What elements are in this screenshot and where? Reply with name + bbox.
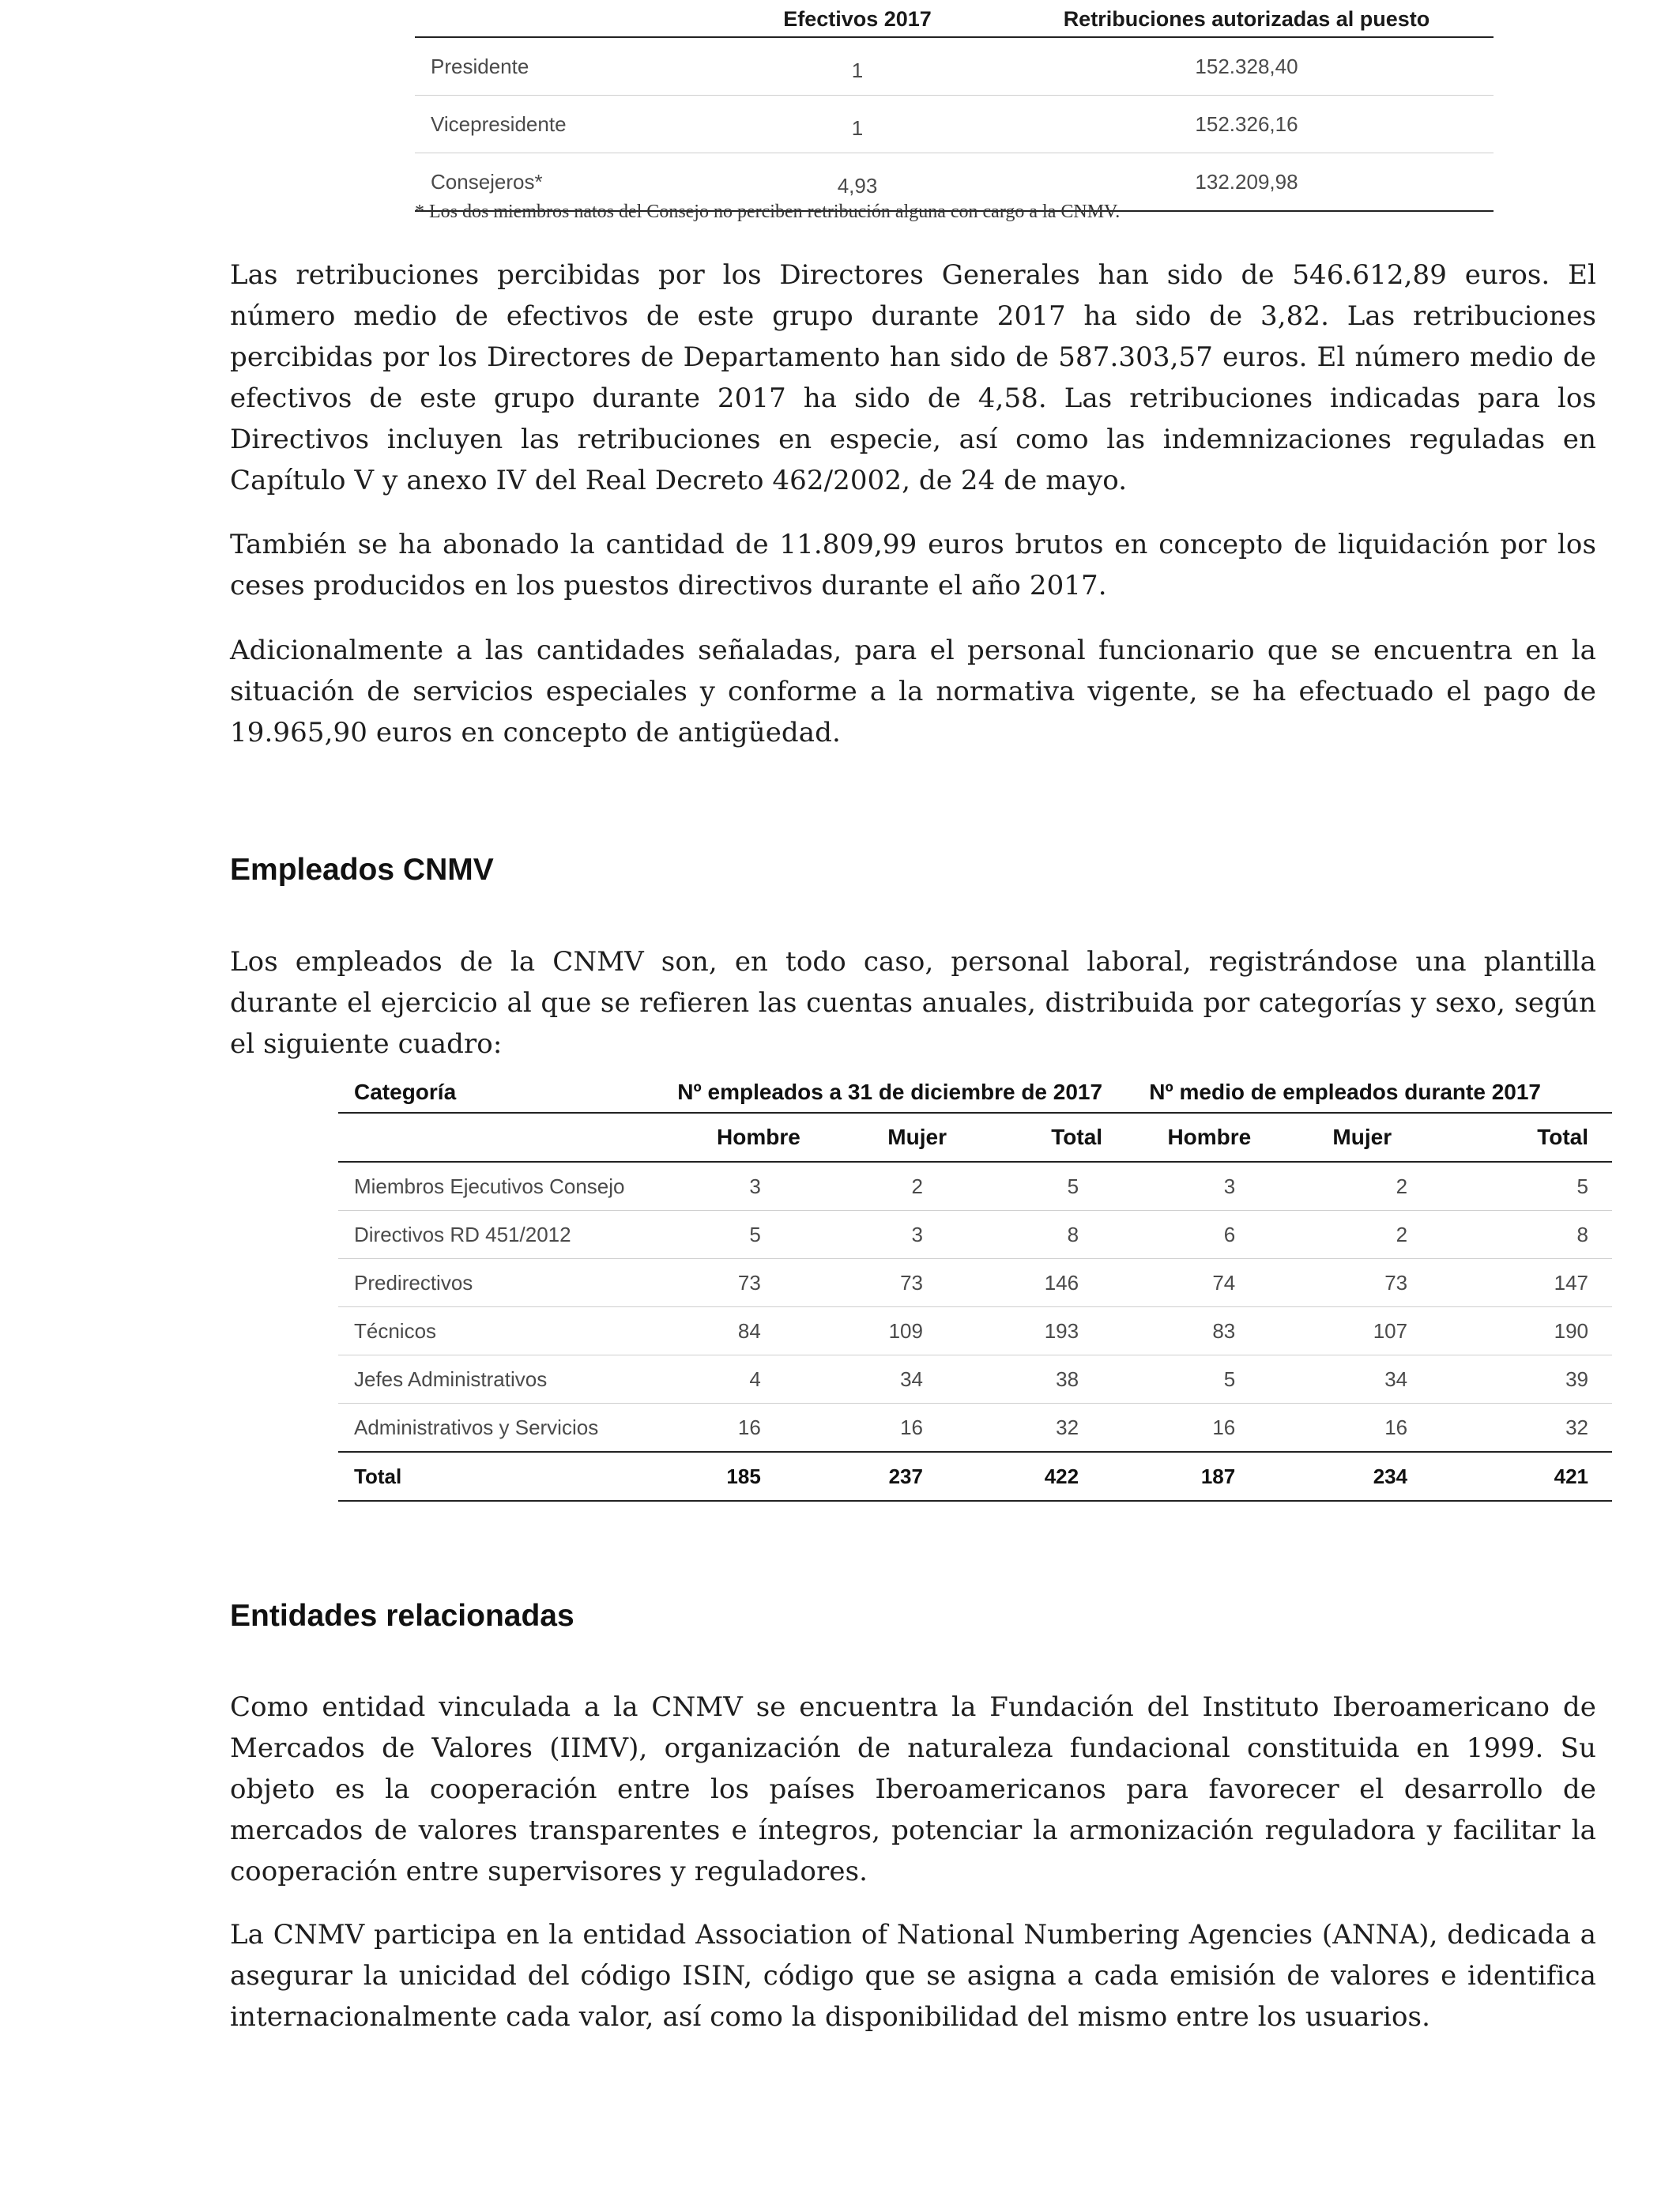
header-total: Total	[955, 1113, 1110, 1162]
row-value: 107	[1267, 1307, 1439, 1355]
row-value: 5	[1110, 1355, 1267, 1404]
paragraph-anna: La CNMV participa en la entidad Association of National Numbering Agencies (ANNA), dedicada a asegurar la unicidad del código ISIN, código que se asigna a cada emisión de valores e identifica internacionalmente cada valor, así como la disponibilidad del mismo entre los usuarios.	[230, 1919, 1596, 2033]
empleados-table	[338, 1072, 1612, 1502]
row-value: 32	[955, 1404, 1110, 1453]
row-value: 3	[1110, 1162, 1267, 1211]
header-blank	[338, 1113, 673, 1162]
row-label: Administrativos y Servicios	[338, 1404, 673, 1453]
total-value: 237	[800, 1452, 955, 1501]
row-retribuciones: 132.209,98	[1000, 153, 1494, 212]
row-value: 32	[1439, 1404, 1612, 1453]
empleados-sub-header-row	[338, 1113, 1612, 1162]
row-value: 16	[1110, 1404, 1267, 1453]
table-row	[338, 1355, 1612, 1404]
header-empleados-31-diciembre: Nº empleados a 31 de diciembre de 2017	[673, 1072, 1110, 1113]
row-value: 34	[800, 1355, 955, 1404]
row-value: 109	[800, 1307, 955, 1355]
row-label: Vicepresidente	[415, 96, 715, 153]
row-value: 2	[1267, 1162, 1439, 1211]
header-categoria: Categoría	[338, 1072, 673, 1113]
row-efectivos: 1	[715, 96, 1000, 153]
row-value: 146	[955, 1259, 1110, 1307]
table-row	[415, 37, 1494, 96]
retribuciones-table	[415, 2, 1494, 212]
row-retribuciones: 152.326,16	[1000, 96, 1494, 153]
total-label: Total	[338, 1452, 673, 1501]
row-value: 3	[673, 1162, 800, 1211]
heading-entidades-relacionadas: Entidades relacionadas	[230, 1599, 574, 1633]
row-efectivos: 4,93	[715, 153, 1000, 212]
row-value: 16	[673, 1404, 800, 1453]
row-label: Miembros Ejecutivos Consejo	[338, 1162, 673, 1211]
row-label: Predirectivos	[338, 1259, 673, 1307]
table-row	[338, 1404, 1612, 1453]
table-row	[338, 1259, 1612, 1307]
row-value: 8	[1439, 1211, 1612, 1259]
row-value: 4	[673, 1355, 800, 1404]
empleados-table-body	[338, 1162, 1612, 1501]
row-value: 8	[955, 1211, 1110, 1259]
row-value: 34	[1267, 1355, 1439, 1404]
table-row	[338, 1307, 1612, 1355]
row-label: Técnicos	[338, 1307, 673, 1355]
heading-empleados-cnmv: Empleados CNMV	[230, 853, 494, 887]
row-value: 73	[1267, 1259, 1439, 1307]
total-value: 187	[1110, 1452, 1267, 1501]
retribuciones-header-row	[415, 2, 1494, 37]
paragraph-iimv: Como entidad vinculada a la CNMV se encuentra la Fundación del Instituto Iberoamericano de Mercados de Valores (IIMV), organización de naturaleza fundacional constituida en 1999. Su objeto es la cooperación entre los países Iberoamericanos para favorecer el desarrollo de mercados de valores transparentes e íntegros, potenciar la armonización reguladora y facilitar la cooperación entre supervisores y reguladores.	[230, 1691, 1596, 1887]
retribuciones-header-blank	[415, 2, 715, 37]
row-label: Consejeros*	[415, 153, 715, 212]
row-value: 6	[1110, 1211, 1267, 1259]
row-value: 84	[673, 1307, 800, 1355]
row-value: 193	[955, 1307, 1110, 1355]
total-value: 234	[1267, 1452, 1439, 1501]
total-row	[338, 1452, 1612, 1501]
table-row	[338, 1211, 1612, 1259]
paragraph-directores-retribuciones: Las retribuciones percibidas por los Directores Generales han sido de 546.612,89 euros. El número medio de efectivos de este grupo durante 2017 ha sido de 3,82. Las retribuciones percibidas por los Directores de Departamento han sido de 587.303,57 euros. El número medio de efectivos de este grupo durante 2017 ha sido de 4,58. Las retribuciones indicadas para los Directivos incluyen las retribuciones en especie, así como las indemnizaciones reguladas en Capítulo V y anexo IV del Real Decreto 462/2002, de 24 de mayo.	[230, 259, 1596, 496]
row-efectivos: 1	[715, 37, 1000, 96]
row-value: 73	[673, 1259, 800, 1307]
row-label: Presidente	[415, 37, 715, 96]
total-value: 422	[955, 1452, 1110, 1501]
row-retribuciones: 152.328,40	[1000, 37, 1494, 96]
retribuciones-header-retribuciones: Retribuciones autorizadas al puesto	[1000, 2, 1494, 37]
row-value: 39	[1439, 1355, 1612, 1404]
paragraph-liquidacion-ceses: También se ha abonado la cantidad de 11.809,99 euros brutos en concepto de liquidación por los ceses producidos en los puestos directivos durante el año 2017.	[230, 529, 1596, 601]
row-value: 2	[1267, 1211, 1439, 1259]
row-value: 38	[955, 1355, 1110, 1404]
row-label: Jefes Administrativos	[338, 1355, 673, 1404]
row-value: 190	[1439, 1307, 1612, 1355]
row-value: 2	[800, 1162, 955, 1211]
header-mujer: Mujer	[800, 1113, 955, 1162]
header-medio-empleados: Nº medio de empleados durante 2017	[1110, 1072, 1612, 1113]
table-row	[415, 96, 1494, 153]
row-value: 5	[1439, 1162, 1612, 1211]
paragraph-antiguedad: Adicionalmente a las cantidades señaladas, para el personal funcionario que se encuentra en la situación de servicios especiales y conforme a la normativa vigente, se ha efectuado el pago de 19.965,90 euros en concepto de antigüedad.	[230, 635, 1596, 748]
total-value: 421	[1439, 1452, 1612, 1501]
row-value: 74	[1110, 1259, 1267, 1307]
row-value: 83	[1110, 1307, 1267, 1355]
row-value: 16	[1267, 1404, 1439, 1453]
row-value: 5	[673, 1211, 800, 1259]
empleados-group-header-row	[338, 1072, 1612, 1113]
header-total: Total	[1439, 1113, 1612, 1162]
row-value: 73	[800, 1259, 955, 1307]
row-value: 3	[800, 1211, 955, 1259]
header-hombre: Hombre	[673, 1113, 800, 1162]
row-value: 16	[800, 1404, 955, 1453]
row-value: 147	[1439, 1259, 1612, 1307]
retribuciones-footnote: * Los dos miembros natos del Consejo no perciben retribución alguna con cargo a la CNMV.	[415, 202, 1121, 222]
table-row	[338, 1162, 1612, 1211]
row-label: Directivos RD 451/2012	[338, 1211, 673, 1259]
header-mujer: Mujer	[1267, 1113, 1439, 1162]
retribuciones-header-efectivos: Efectivos 2017	[715, 2, 1000, 37]
header-hombre: Hombre	[1110, 1113, 1267, 1162]
paragraph-empleados-intro: Los empleados de la CNMV son, en todo caso, personal laboral, registrándose una plantilla durante el ejercicio al que se refieren las cuentas anuales, distribuida por categorías y sexo, según el siguiente cuadro:	[230, 946, 1596, 1060]
row-value: 5	[955, 1162, 1110, 1211]
total-value: 185	[673, 1452, 800, 1501]
